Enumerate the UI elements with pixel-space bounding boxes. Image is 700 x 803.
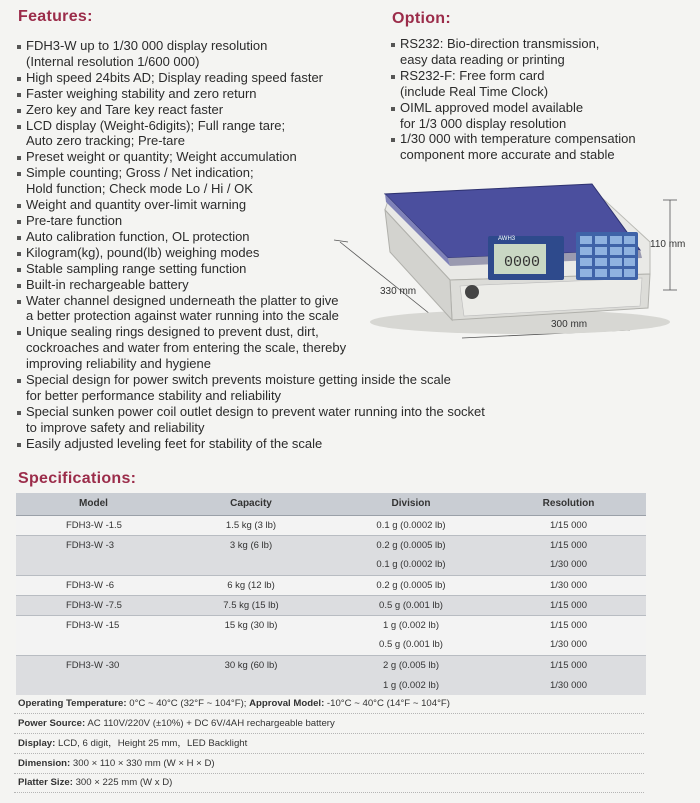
- features-item-line: improving reliability and hygiene: [26, 356, 211, 372]
- features-title: Features:: [18, 8, 93, 25]
- option-item-line: RS232: Bio-direction transmission,: [400, 36, 600, 51]
- depth-dimension-label: 330 mm: [380, 286, 417, 297]
- features-item: [16, 404, 536, 436]
- dimension-label: Dimension:: [18, 758, 71, 769]
- features-item-line: Kilogram(kg), pound(lb) weighing modes: [26, 244, 260, 260]
- features-item-line: Stable sampling range setting function: [26, 260, 247, 276]
- cell-resolution: 1/30 000: [491, 635, 646, 655]
- cell-resolution: 1/30 000: [491, 555, 646, 575]
- features-item-line: to improve safety and reliability: [26, 419, 205, 435]
- display-line: [14, 735, 644, 754]
- features-item-line: Special design for power switch prevents moisture getting inside the scale: [26, 372, 451, 388]
- features-item-line: Special sunken power coil outlet design to prevent water running into the socket: [26, 403, 485, 419]
- cell-model: [16, 675, 171, 695]
- dimension-value: 300 × 110 × 330 mm (W × H × D): [70, 758, 215, 769]
- power-switch-icon: [465, 285, 479, 299]
- platter-size-label: Platter Size:: [18, 777, 73, 788]
- features-item-line: LCD display (Weight-6digits); Full range tare;: [26, 117, 286, 133]
- cell-capacity: 3 kg (6 lb): [171, 535, 331, 555]
- cell-division: 0.2 g (0.0005 lb): [331, 575, 491, 595]
- scale-drawing: [330, 180, 700, 355]
- features-item-line: FDH3-W up to 1/30 000 display resolution: [26, 38, 268, 53]
- features-item-line: High speed 24bits AD; Display reading speed faster: [26, 69, 324, 85]
- brand-label: AWH3: [498, 236, 516, 242]
- table-row: [16, 615, 646, 635]
- cell-division: 1 g (0.002 lb): [331, 675, 491, 695]
- cell-capacity: 30 kg (60 lb): [171, 655, 331, 675]
- height-dimension-label: 110 mm: [650, 239, 686, 250]
- features-item-line: Pre-tare function: [26, 212, 123, 228]
- option-item-line: easy data reading or printing: [400, 51, 565, 67]
- features-item-line: a better protection against water running into the scale: [26, 308, 339, 324]
- header-division: Division: [331, 493, 491, 515]
- operating-temperature-value: 0°C ~ 40°C (32°F ~ 104°F);: [126, 698, 250, 709]
- cell-resolution: 1/30 000: [491, 575, 646, 595]
- features-item-line: Auto zero tracking; Pre-tare: [26, 133, 185, 149]
- cell-resolution: 1/15 000: [491, 515, 646, 535]
- cell-resolution: 1/30 000: [491, 675, 646, 695]
- cell-model: FDH3-W -7.5: [16, 595, 171, 615]
- features-item-line: Zero key and Tare key react faster: [26, 101, 224, 117]
- features-item-line: Preset weight or quantity; Weight accumulation: [26, 149, 297, 165]
- power-source-label: Power Source:: [18, 718, 86, 729]
- cell-division: 0.2 g (0.0005 lb): [331, 535, 491, 555]
- cell-capacity: 1.5 kg (3 lb): [171, 515, 331, 535]
- cell-model: FDH3-W -15: [16, 615, 171, 635]
- cell-capacity: 7.5 kg (15 lb): [171, 595, 331, 615]
- features-item: [16, 436, 536, 452]
- header-capacity: Capacity: [171, 493, 331, 515]
- cell-division: 0.5 g (0.001 lb): [331, 595, 491, 615]
- features-item-line: Simple counting; Gross / Net indication;: [26, 165, 254, 181]
- header-model: Model: [16, 493, 171, 515]
- table-row: [16, 515, 646, 535]
- option-item-line: (include Real Time Clock): [400, 83, 549, 99]
- features-item-line: Unique sealing rings designed to prevent dust, dirt,: [26, 324, 319, 340]
- cell-capacity: [171, 555, 331, 575]
- cell-model: [16, 635, 171, 655]
- cell-resolution: 1/15 000: [491, 535, 646, 555]
- cell-model: [16, 555, 171, 575]
- cell-capacity: [171, 635, 331, 655]
- dimension-line: [14, 755, 644, 774]
- features-item-line: Built-in rechargeable battery: [26, 276, 189, 292]
- cell-capacity: 6 kg (12 lb): [171, 575, 331, 595]
- table-row: [16, 655, 646, 675]
- table-row: [16, 635, 646, 655]
- cell-model: FDH3-W -1.5: [16, 515, 171, 535]
- approval-model-value: -10°C ~ 40°C (14°F ~ 104°F): [324, 698, 450, 709]
- power-source-value: AC 110V/220V (±10%) + DC 6V/4AH rechargeable battery: [85, 718, 335, 729]
- option-item: [390, 100, 690, 132]
- table-row: [16, 555, 646, 575]
- features-item: [16, 372, 536, 404]
- table-row: [16, 675, 646, 695]
- option-item-line: for 1/3 000 display resolution: [400, 115, 567, 131]
- display-value: LCD, 6 digit，Height 25 mm，LED Backlight: [55, 738, 248, 749]
- features-item-line: Auto calibration function, OL protection: [26, 228, 250, 244]
- cell-division: 1 g (0.002 lb): [331, 615, 491, 635]
- features-item-line: (Internal resolution 1/600 000): [26, 53, 200, 69]
- operating-temperature-label: Operating Temperature:: [18, 698, 127, 709]
- cell-capacity: [171, 675, 331, 695]
- option-item-line: OIML approved model available: [400, 99, 584, 115]
- features-item-line: Water channel designed underneath the platter to give: [26, 292, 339, 308]
- table-row: [16, 575, 646, 595]
- cell-division: 0.1 g (0.0002 lb): [331, 555, 491, 575]
- option-item-line: component more accurate and stable: [400, 147, 615, 163]
- option-item-line: RS232-F: Free form card: [400, 67, 545, 83]
- cell-resolution: 1/15 000: [491, 595, 646, 615]
- lcd-digits: 0000: [504, 254, 541, 271]
- cell-division: 0.1 g (0.0002 lb): [331, 515, 491, 535]
- specifications-table: [16, 493, 646, 695]
- features-item-line: Easily adjusted leveling feet for stability of the scale: [26, 435, 323, 451]
- approval-model-label: Approval Model:: [249, 698, 325, 709]
- cell-model: FDH3-W -30: [16, 655, 171, 675]
- scale-illustration: [330, 180, 700, 355]
- cell-division: 0.5 g (0.001 lb): [331, 635, 491, 655]
- cell-model: FDH3-W -3: [16, 535, 171, 555]
- features-item-line: Weight and quantity over-limit warning: [26, 197, 247, 213]
- cell-capacity: 15 kg (30 lb): [171, 615, 331, 635]
- platter-size-value: 300 × 225 mm (W x D): [72, 777, 173, 788]
- features-item-line: Faster weighing stability and zero return: [26, 85, 257, 101]
- header-resolution: Resolution: [491, 493, 646, 515]
- features-item-line: cockroaches and water from entering the scale, thereby: [26, 340, 347, 356]
- option-item: [390, 131, 690, 163]
- option-item-line: 1/30 000 with temperature compensation: [400, 131, 636, 147]
- width-dimension-label: 300 mm: [551, 319, 588, 330]
- cell-division: 2 g (0.005 lb): [331, 655, 491, 675]
- table-row: [16, 595, 646, 615]
- operating-temperature-line: [14, 695, 644, 714]
- table-header-row: [16, 493, 646, 515]
- cell-model: FDH3-W -6: [16, 575, 171, 595]
- cell-resolution: 1/15 000: [491, 655, 646, 675]
- features-item-line: for better performance stability and reliability: [26, 387, 282, 403]
- specifications-title: Specifications:: [18, 470, 137, 487]
- features-item-line: Hold function; Check mode Lo / Hi / OK: [26, 181, 253, 197]
- platter-size-line: [14, 774, 644, 793]
- option-item: [390, 68, 690, 100]
- power-source-line: [14, 715, 644, 734]
- table-row: [16, 535, 646, 555]
- cell-resolution: 1/15 000: [491, 615, 646, 635]
- display-label: Display:: [18, 738, 56, 749]
- option-title: Option:: [392, 10, 451, 27]
- option-list: [390, 36, 690, 163]
- option-item: [390, 36, 690, 68]
